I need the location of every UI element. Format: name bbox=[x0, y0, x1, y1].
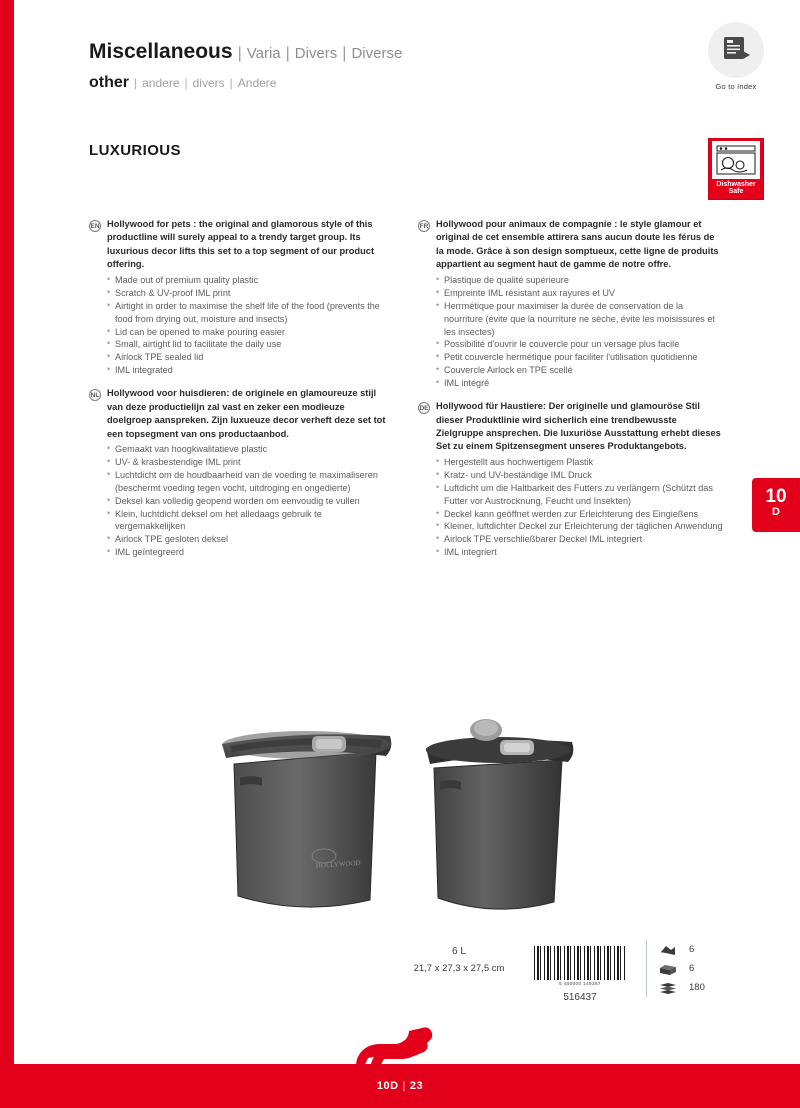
size-info bbox=[394, 946, 524, 974]
outer-box-value: 6 bbox=[689, 963, 695, 974]
subcategory-title-fr: divers bbox=[192, 76, 225, 91]
subtitle-separator-3: | bbox=[229, 76, 233, 91]
outer-box-icon bbox=[659, 961, 679, 976]
volume-value: 6 L bbox=[452, 946, 466, 957]
list-item: • Kleiner, luftdichter Deckel zur Erleichterung der täglichen Anwendung bbox=[436, 520, 723, 533]
list-item: • Airlock TPE verschließbarer Deckel IML integriert bbox=[436, 533, 723, 546]
category-title-de: Diverse bbox=[351, 45, 403, 62]
list-item: • Gemaakt van hoogkwalitatieve plastic bbox=[107, 443, 389, 456]
feature-list-fr bbox=[418, 274, 723, 390]
intro-text-de: Hollywood für Haustiere: Der originelle und glamouröse Stil dieser Produktlinie wird sicherlich eine trendbewusste Zielgruppe ansprechen. Die luxuriöse Ausstattung erhebt dieses Set zu einem Spitzensegment unseres Produktangebots. bbox=[436, 401, 721, 452]
product-name: LUXURIOUS bbox=[89, 142, 181, 159]
dishwasher-safe-text: Dishwasher Safe bbox=[716, 181, 756, 196]
dishwasher-safe-badge bbox=[708, 138, 764, 200]
chapter-tab-number: 10 bbox=[765, 486, 787, 507]
intro-text-en: Hollywood for pets : the original and glamorous style of this productline will surely appeal to a trendy target group. Its luxurious decor lifts this set to a top segment of our product offering. bbox=[107, 219, 375, 270]
list-item: • Klein, luchtdicht deksel om het alledaags gebruik te vergemakkelijken bbox=[107, 508, 389, 534]
list-item: • Airtight in order to maximise the shelf life of the food (prevents the food from drying out, moisture and insects) bbox=[107, 300, 389, 326]
footer-separator: | bbox=[402, 1080, 406, 1092]
list-item: • Couvercle Airlock en TPE scellé bbox=[436, 364, 723, 377]
go-to-index-circle bbox=[708, 22, 764, 78]
list-item: • Deksel kan volledig geopend worden om eenvoudig te vullen bbox=[107, 495, 389, 508]
intro-text-nl: Hollywood voor huisdieren: de originele en glamoureuze stijl van deze productielijn zal vast en zeker een modieuze doelgroep aanspreken. Zijn luxueuze decor verheft deze set tot een topsegment van ons productaanbod. bbox=[107, 388, 386, 439]
list-item: • IML intégré bbox=[436, 377, 723, 390]
feature-list-de bbox=[418, 456, 723, 559]
list-item: • Lid can be opened to make pouring easier bbox=[107, 326, 389, 339]
pallet-value: 180 bbox=[689, 982, 705, 993]
list-item: • Luftdicht um die Haltbarkeit des Futters zu verlängern (Schützt das Futter vor Austrocknung, Feucht und Insekten) bbox=[436, 482, 723, 508]
inner-carton-icon bbox=[659, 942, 679, 957]
subcategory-title-de: Andere bbox=[237, 76, 277, 91]
packaging-info bbox=[646, 940, 756, 997]
page-header bbox=[89, 40, 609, 92]
right-text-column bbox=[418, 218, 723, 569]
page-footer bbox=[0, 1064, 800, 1108]
list-item: • Small, airtight lid to facilitate the daily use bbox=[107, 338, 389, 351]
go-to-index-label: Go to Index bbox=[715, 82, 757, 91]
list-item: • Luchtdicht om de houdbaarheid van de voeding te maximaliseren (beschermt voeding tegen vocht, uitdroging en ongedierte) bbox=[107, 469, 389, 495]
language-badge-nl: NL bbox=[89, 389, 101, 401]
list-item: • Petit couvercle hermétique pour faciliter l'utilisation quotidienne bbox=[436, 351, 723, 364]
subcategory-title bbox=[89, 74, 609, 92]
barcode-icon bbox=[534, 946, 626, 980]
list-item: • Scratch & UV-proof IML print bbox=[107, 287, 389, 300]
pallet-icon bbox=[659, 980, 679, 995]
packaging-row-outer bbox=[659, 959, 756, 978]
category-title-main: Miscellaneous bbox=[89, 40, 233, 63]
list-item: • Empreinte IML résistant aux rayures et UV bbox=[436, 287, 723, 300]
footer-page-info bbox=[377, 1080, 423, 1092]
left-red-bar bbox=[0, 0, 14, 1108]
product-photo-left bbox=[222, 731, 391, 907]
product-photos bbox=[194, 690, 614, 930]
category-title-fr: Divers bbox=[294, 45, 338, 62]
category-title bbox=[89, 40, 609, 63]
dishwasher-safe-icon bbox=[712, 141, 760, 179]
product-photo-right bbox=[426, 719, 573, 909]
list-item: • IML integriert bbox=[436, 546, 723, 559]
list-item: • Airlock TPE sealed lid bbox=[107, 351, 389, 364]
subcategory-title-nl: andere bbox=[142, 76, 180, 91]
subtitle-separator-2: | bbox=[184, 76, 188, 91]
article-number: 516437 bbox=[563, 992, 597, 1003]
language-block-de bbox=[418, 400, 723, 559]
footer-chapter: 10D bbox=[376, 1080, 399, 1092]
dimensions-value: 21,7 x 27,3 x 27,5 cm bbox=[413, 963, 505, 974]
barcode-block bbox=[532, 946, 628, 1003]
feature-list-en bbox=[89, 274, 389, 377]
go-to-index-button[interactable] bbox=[704, 22, 768, 91]
list-item: • Airlock TPE gesloten deksel bbox=[107, 533, 389, 546]
packaging-row-pallet bbox=[659, 978, 756, 997]
book-index-icon bbox=[721, 34, 751, 67]
language-block-en bbox=[89, 218, 389, 377]
title-separator-2: | bbox=[285, 45, 290, 62]
list-item: • Made out of premium quality plastic bbox=[107, 274, 389, 287]
list-item: • Hergestellt aus hochwertigem Plastik bbox=[436, 456, 723, 469]
language-badge-de: DE bbox=[418, 402, 430, 414]
list-item: • Possibilité d'ouvrir le couvercle pour un versage plus facile bbox=[436, 338, 723, 351]
intro-text-fr: Hollywood pour animaux de compagnie : le style glamour et original de cet ensemble attirera sans aucun doute les férus de la mode. Grâce à son design somptueux, cette ligne de produits appartient au segment haut de gamme de notre offre. bbox=[436, 219, 719, 270]
inner-carton-value: 6 bbox=[689, 944, 695, 955]
title-separator-1: | bbox=[237, 45, 242, 62]
left-text-column bbox=[89, 218, 389, 569]
barcode-digits: 5 400000 149367 bbox=[559, 981, 601, 986]
language-badge-fr: FR bbox=[418, 220, 430, 232]
list-item: • IML geïntegreerd bbox=[107, 546, 389, 559]
svg-text:HOLLYWOOD: HOLLYWOOD bbox=[315, 858, 361, 870]
list-item: • UV- & krasbestendige IML print bbox=[107, 456, 389, 469]
subtitle-separator-1: | bbox=[134, 76, 138, 91]
feature-list-nl bbox=[89, 443, 389, 559]
catalog-page bbox=[14, 0, 800, 1108]
list-item: • Deckel kann geöffnet werden zur Erleichterung des Eingießens bbox=[436, 508, 723, 521]
language-block-fr bbox=[418, 218, 723, 390]
packaging-row-inner bbox=[659, 940, 756, 959]
category-title-nl: Varia bbox=[246, 45, 281, 62]
subcategory-title-main: other bbox=[89, 74, 129, 92]
language-badge-en: EN bbox=[89, 220, 101, 232]
list-item: • Kratz- und UV-beständige IML Druck bbox=[436, 469, 723, 482]
title-separator-3: | bbox=[342, 45, 347, 62]
list-item: • IML integrated bbox=[107, 364, 389, 377]
language-block-nl bbox=[89, 387, 389, 559]
list-item: • Plastique de qualité supérieure bbox=[436, 274, 723, 287]
chapter-tab-letter: D bbox=[772, 506, 780, 518]
footer-page-number: 23 bbox=[409, 1080, 424, 1092]
chapter-tab[interactable] bbox=[752, 478, 800, 532]
list-item: • Herrmétique pour maximiser la durée de conservation de la nourriture (évite que la nourriture ne sèche, évite les moisissures et les insectes) bbox=[436, 300, 723, 339]
